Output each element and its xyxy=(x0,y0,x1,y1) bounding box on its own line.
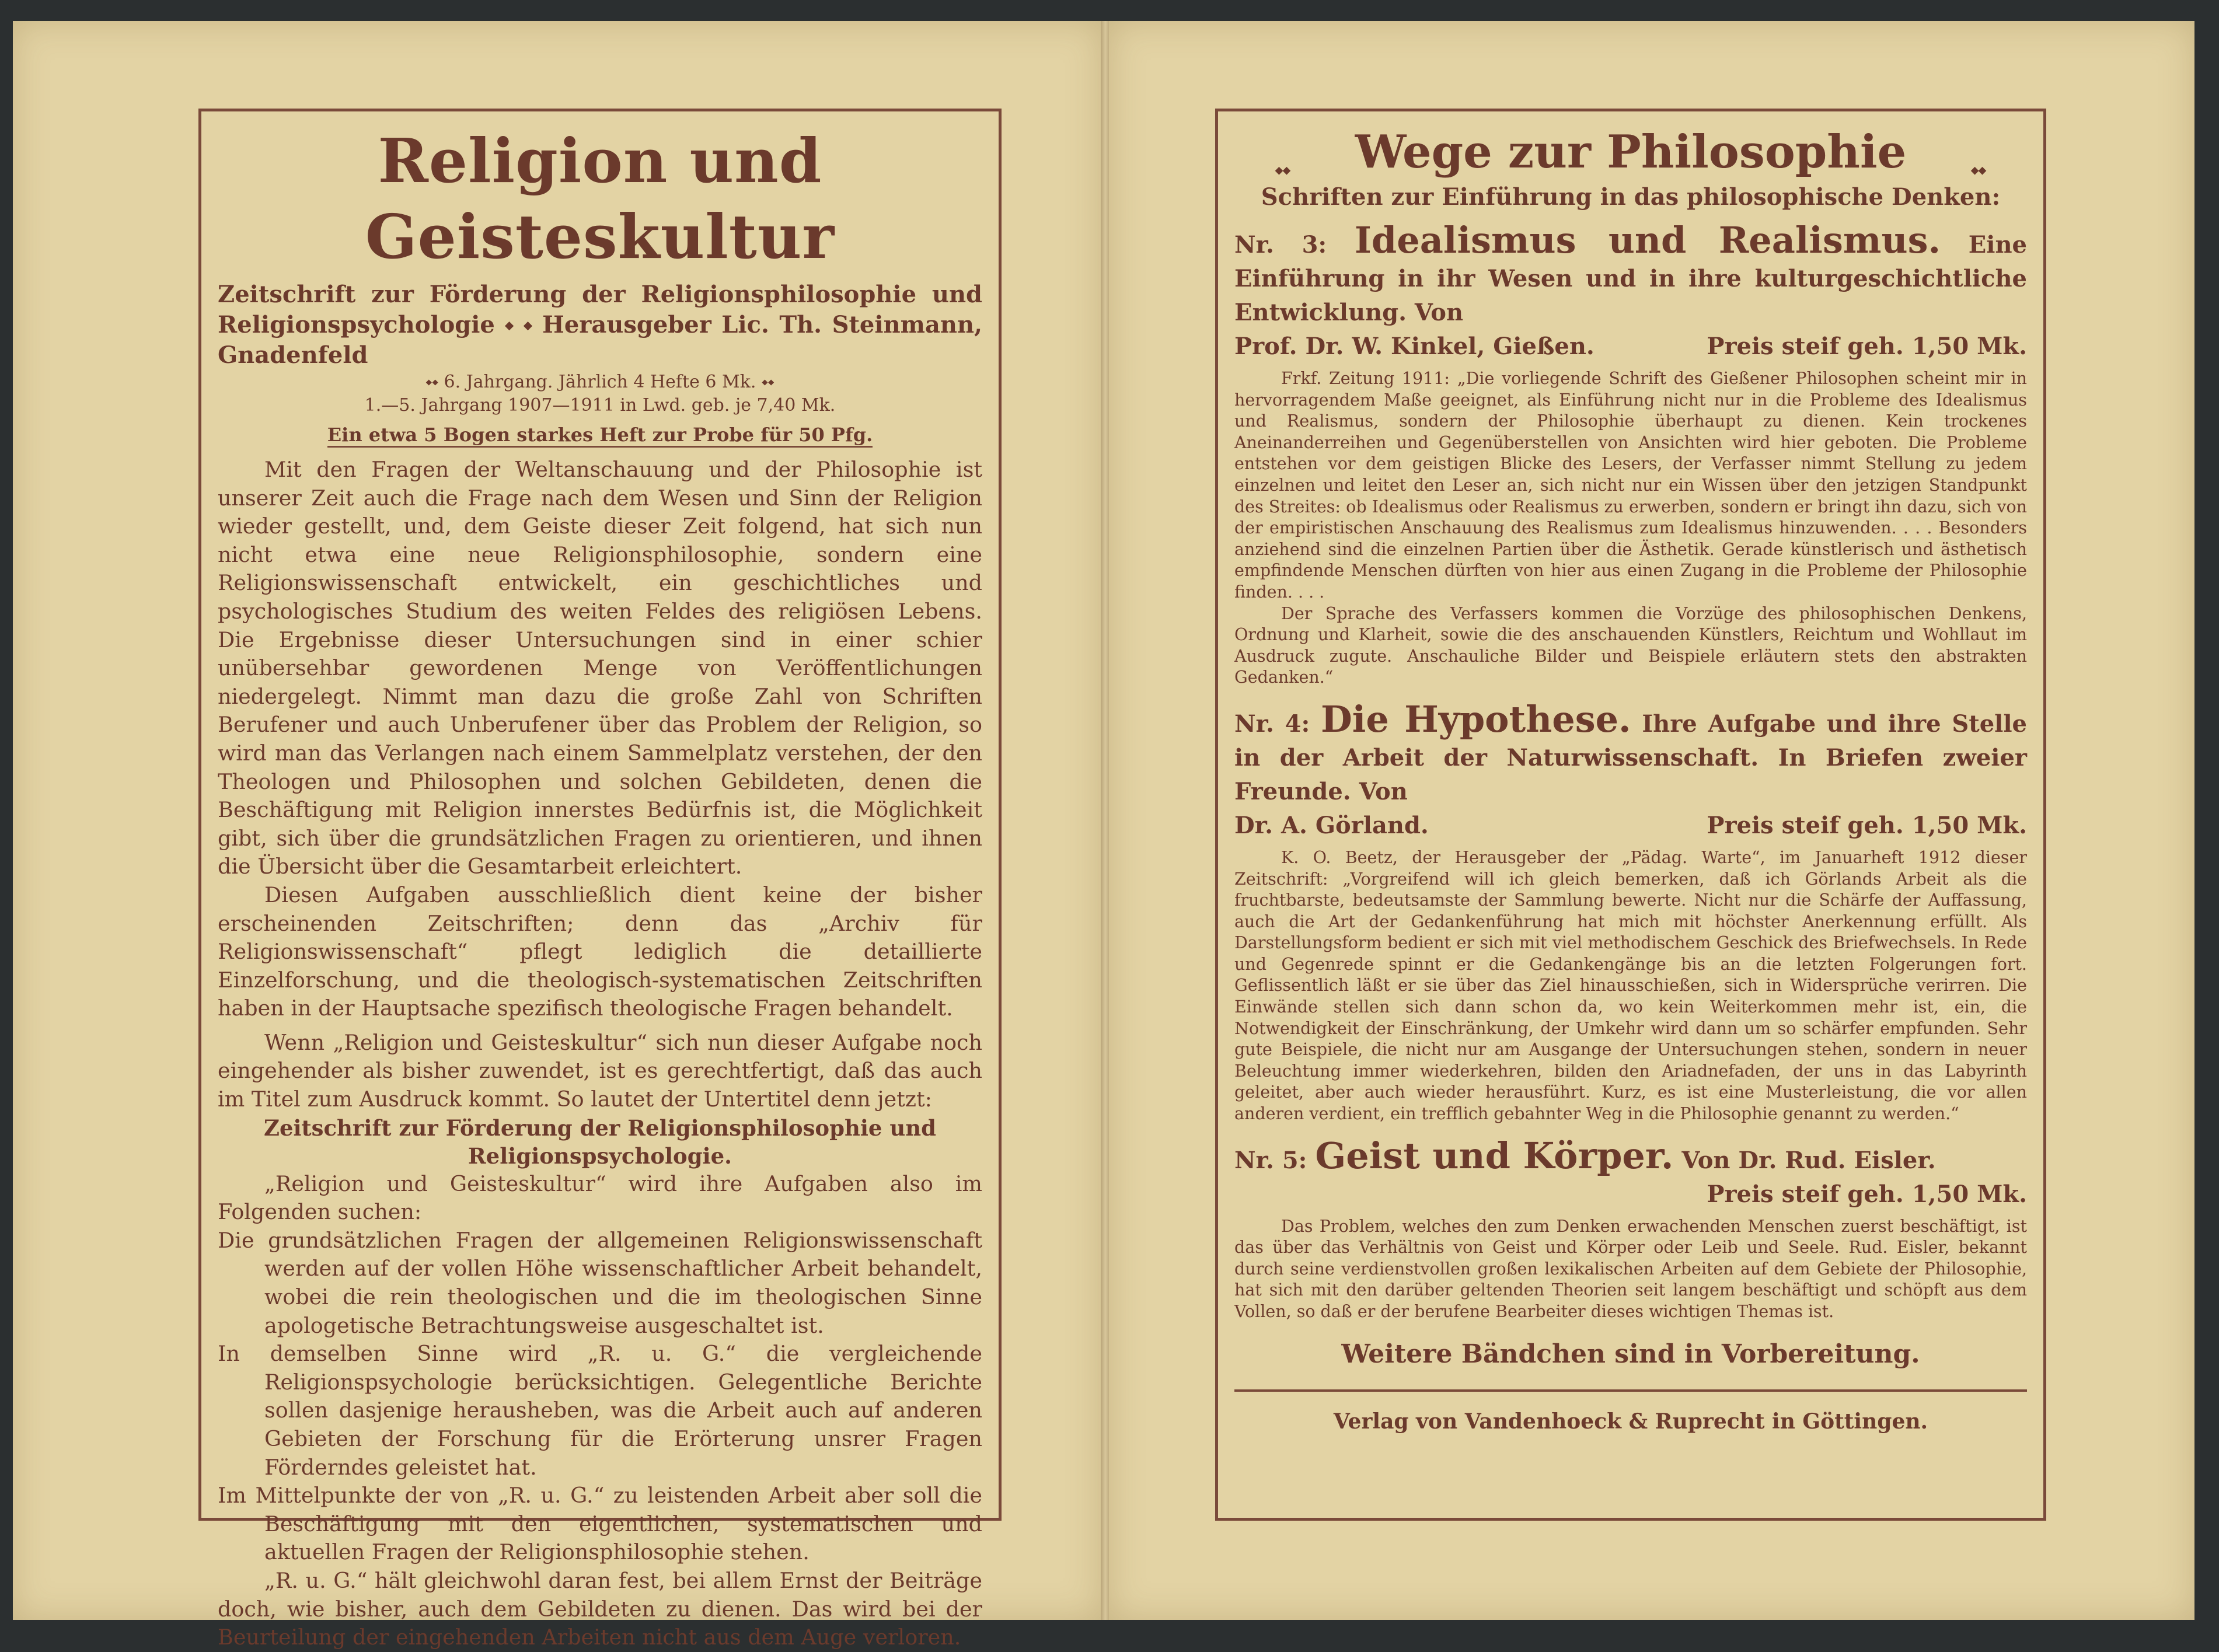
paragraph-4: „Religion und Geisteskultur“ wird ihre Aufgaben also im Folgenden suchen: xyxy=(218,1171,982,1225)
entry-5-author: Von Dr. Rud. Eisler. xyxy=(1681,1146,1936,1174)
ornament-left: ⬩⬩ xyxy=(1275,158,1290,182)
sample-offer: Ein etwa 5 Bogen starkes Heft zur Probe für 50 Pfg. xyxy=(327,424,873,448)
right-advertisement-frame xyxy=(1215,109,2046,1521)
entry-3-number: Nr. 3: xyxy=(1234,231,1327,259)
left-page xyxy=(13,21,1102,1650)
entry-5-price: Preis steif geh. 1,50 Mk. xyxy=(1707,1180,2027,1208)
publisher-line: Verlag von Vandenhoeck & Ruprecht in Göttingen. xyxy=(1333,1409,1928,1434)
entry-4-author-price xyxy=(1234,809,2027,843)
subtitle-repeat: Zeitschrift zur Förderung der Religionsphilosophie und Religionspsychologie. xyxy=(263,1115,937,1169)
entry-3-review-2: Der Sprache des Verfassers kommen die Vorzüge des philosophischen Denkens, Ordnung und Klarheit, sowie die des anschauenden Künstlers, Reichtum und Wohllaut im Ausdruck zugute. Anschauliche Bilder und Beispiele erläutern stets den abstrakten Gedanken.“ xyxy=(1234,603,2027,687)
series-subtitle: Schriften zur Einführung in das philosophische Denken: xyxy=(1261,183,2001,211)
journal-back-issues: 1.—5. Jahrgang 1907—1911 in Lwd. geb. je 7,40 Mk. xyxy=(364,395,836,415)
paragraph-7: Im Mittelpunkte der von „R. u. G.“ zu leistenden Arbeit aber soll die Beschäftigung mit den eigentlichen, systematischen und aktuellen Fragen der Religionsphilosophie stehen. xyxy=(218,1483,982,1565)
divider xyxy=(1234,1389,2027,1392)
entry-4-review: K. O. Beetz, der Herausgeber der „Pädag. Warte“, im Januarheft 1912 dieser Zeitschrift: „Vorgreifend will ich gleich bemerken, daß ich Görlands Arbeit als die fruchtbarste, bedeutsamste der Sammlung bewerte. Nicht nur die Schärfe der Auffassung, auch die Art der Gedankenführung hat mich mit höchster Anerkennung erfüllt. Als Darstellungsform bedient er sich mit viel methodischem Geschick des Briefwechsels. In Rede und Gegenrede spinnt er die Gedankengänge bis an die letzten Folgerungen fort. Geflissentlich läßt er sie über das Ziel hinausschießen, sich in Widersprüche verirren. Die Einwände stellen sich dann schon da, wo kein Weiterkommen mehr ist, ein, die Notwendigkeit der Einschränkung, der Umkehr wird dann um so schärfer empfunden. Sehr gute Beispiele, die nicht nur am Ausgange der Untersuchungen stehen, sondern in neuer Beleuchtung immer wiederkehren, bilden den Ariadnefaden, der uns in das Labyrinth geleitet, aber auch wieder herausführt. Kurz, es ist eine Musterleistung, die vor allen anderen verdient, ein trefflich gebahnter Weg in die Philosophie genannt zu werden.“ xyxy=(1234,847,2027,1124)
entry-3-header xyxy=(1234,219,2027,330)
left-advertisement-frame xyxy=(198,109,1002,1650)
entry-4-header xyxy=(1234,697,2027,809)
entry-5-header xyxy=(1234,1134,2027,1178)
paragraph-8: „R. u. G.“ hält gleichwohl daran fest, bei allem Ernst der Beiträge doch, wie bisher, auch dem Gebildeten zu dienen. Das wird bei der Beurteilung der eingehenden Arbeiten nicht aus dem Auge verloren. xyxy=(218,1567,982,1650)
journal-volume-info: ⬩⬩ 6. Jahrgang. Jährlich 4 Hefte 6 Mk. ⬩⬩ xyxy=(425,372,774,392)
journal-subtitle: Zeitschrift zur Förderung der Religionsphilosophie und Religionspsychologie ⬩ ⬩ Herausgeber Lic. Th. Steinmann, Gnadenfeld xyxy=(218,281,982,369)
paragraph-2: Diesen Aufgaben ausschließlich dient keine der bisher erscheinenden Zeitschriften; denn das „Archiv für Religionswissenschaft“ pflegt lediglich die detaillierte Einzelforschung, und die theologisch-systematischen Zeitschriften haben in der Hauptsache spezifisch theologische Fragen behandelt. xyxy=(218,882,982,1021)
paragraph-1: Mit den Fragen der Weltanschauung und der Philosophie ist unserer Zeit auch die Frage nach dem Wesen und Sinn der Religion wieder gestellt, und, dem Geiste dieser Zeit folgend, hat sich nun nicht etwa eine neue Religionsphilosophie, sondern eine Religionswissenschaft entwickelt, ein geschichtliches und psychologisches Studium des weiten Feldes des religiösen Lebens. Die Ergebnisse dieser Untersuchungen sind in einer schier unübersehbar gewordenen Menge von Veröffentlichungen niedergelegt. Nimmt man dazu die große Zahl von Schriften Berufener und auch Unberufener über das Problem der Religion, so wird man das Verlangen nach einem Sammelplatz verstehen, der den Theologen und Philosophen und solchen Gebildeten, denen die Beschäftigung mit Religion innerstes Bedürfnis ist, die Möglichkeit gibt, sich über die grundsätzlichen Fragen zu orientieren, und ihnen die Übersicht über die Gesamtarbeit erleichtert. xyxy=(218,457,982,879)
entry-3-review: Frkf. Zeitung 1911: „Die vorliegende Schrift des Gießener Philosophen scheint mir in hervorragendem Maße geeignet, als Einführung nicht nur in die Probleme des Idealismus und Realismus, sondern der Philosophie überhaupt zu dienen. Kein trockenes Aneinanderreihen und Gegenüberstellen von Ansichten wird hier geboten. Die Probleme entstehen vor dem geistigen Blicke des Lesers, der Verfasser nimmt Stellung zu jedem einzelnen und leitet den Leser an, sich nicht nur ein Wissen über den jetzigen Standpunkt des Streites: ob Idealismus oder Realismus zu erwerben, sondern er bringt ihn dazu, sich von der empiristischen Anschauung des Realismus zum Idealismus hinzuwenden. . . . Besonders anziehend sind die einzelnen Partien über die Ästhetik. Gerade künstlerisch und ästhetisch empfindende Menschen dürften von hier aus einen Zugang in die Probleme der Philosophie finden. . . . xyxy=(1234,369,2027,602)
more-volumes-note: Weitere Bändchen sind in Vorbereitung. xyxy=(1341,1339,1920,1369)
entry-5-number: Nr. 5: xyxy=(1234,1146,1307,1174)
entry-4-price: Preis steif geh. 1,50 Mk. xyxy=(1707,811,2027,839)
journal-title: Religion und Geisteskultur xyxy=(365,125,835,273)
entry-4-number: Nr. 4: xyxy=(1234,710,1310,738)
entry-4-title: Die Hypothese. xyxy=(1321,697,1631,741)
entry-5-price-line xyxy=(1234,1178,2027,1211)
paragraph-6: In demselben Sinne wird „R. u. G.“ die vergleichende Religionspsychologie berücksichtigen. Gelegentliche Berichte sollen dasjenige herausheben, was die Arbeit auch auf anderen Gebieten der Forschung für die Erörterung unsrer Fragen Förderndes geleistet hat. xyxy=(218,1341,982,1480)
entry-4-description: Ihre Aufgabe und ihre Stelle in der Arbeit der Naturwissenschaft. In Briefen zweier Freunde. Von xyxy=(1234,710,2027,805)
entry-3-description: Eine Einführung in ihr Wesen und in ihre kulturgeschichtliche Entwicklung. Von xyxy=(1234,231,2027,326)
series-title: Wege zur Philosophie xyxy=(1355,125,1907,179)
ornament-right: ⬩⬩ xyxy=(1971,158,1986,182)
entry-3-author-price xyxy=(1234,330,2027,364)
entry-3-author: Prof. Dr. W. Kinkel, Gießen. xyxy=(1234,333,1595,360)
entry-5-title: Geist und Körper. xyxy=(1315,1134,1674,1177)
entry-3-price: Preis steif geh. 1,50 Mk. xyxy=(1707,333,2027,360)
paragraph-3: Wenn „Religion und Geisteskultur“ sich nun dieser Aufgabe noch eingehender als bisher zuwendet, ist es gerechtfertigt, daß das auch im Titel zum Ausdruck kommt. So lautet der Untertitel denn jetzt: xyxy=(218,1029,982,1112)
entry-3-title: Idealismus und Realismus. xyxy=(1354,219,1941,261)
paragraph-5: Die grundsätzlichen Fragen der allgemeinen Religionswissenschaft werden auf der vollen Höhe wissenschaftlicher Arbeit behandelt, wobei die rein theologischen und die im theologischen Sinne apologetische Betrachtungsweise ausgeschaltet ist. xyxy=(218,1227,982,1338)
entry-5-review: Das Problem, welches den zum Denken erwachenden Menschen zuerst beschäftigt, ist das über das Verhältnis von Geist und Körper oder Leib und Seele. Rud. Eisler, bekannt durch seine verdienstvollen großen lexikalischen Arbeiten auf dem Gebiete der Philosophie, hat sich mit den darüber geltenden Theorien seit langem beschäftigt und schöpft aus dem Vollen, so daß er der berufene Bearbeiter dieses wichtigen Themas ist. xyxy=(1234,1216,2027,1321)
entry-4-author: Dr. A. Görland. xyxy=(1234,811,1429,839)
right-page xyxy=(1109,21,2194,1620)
